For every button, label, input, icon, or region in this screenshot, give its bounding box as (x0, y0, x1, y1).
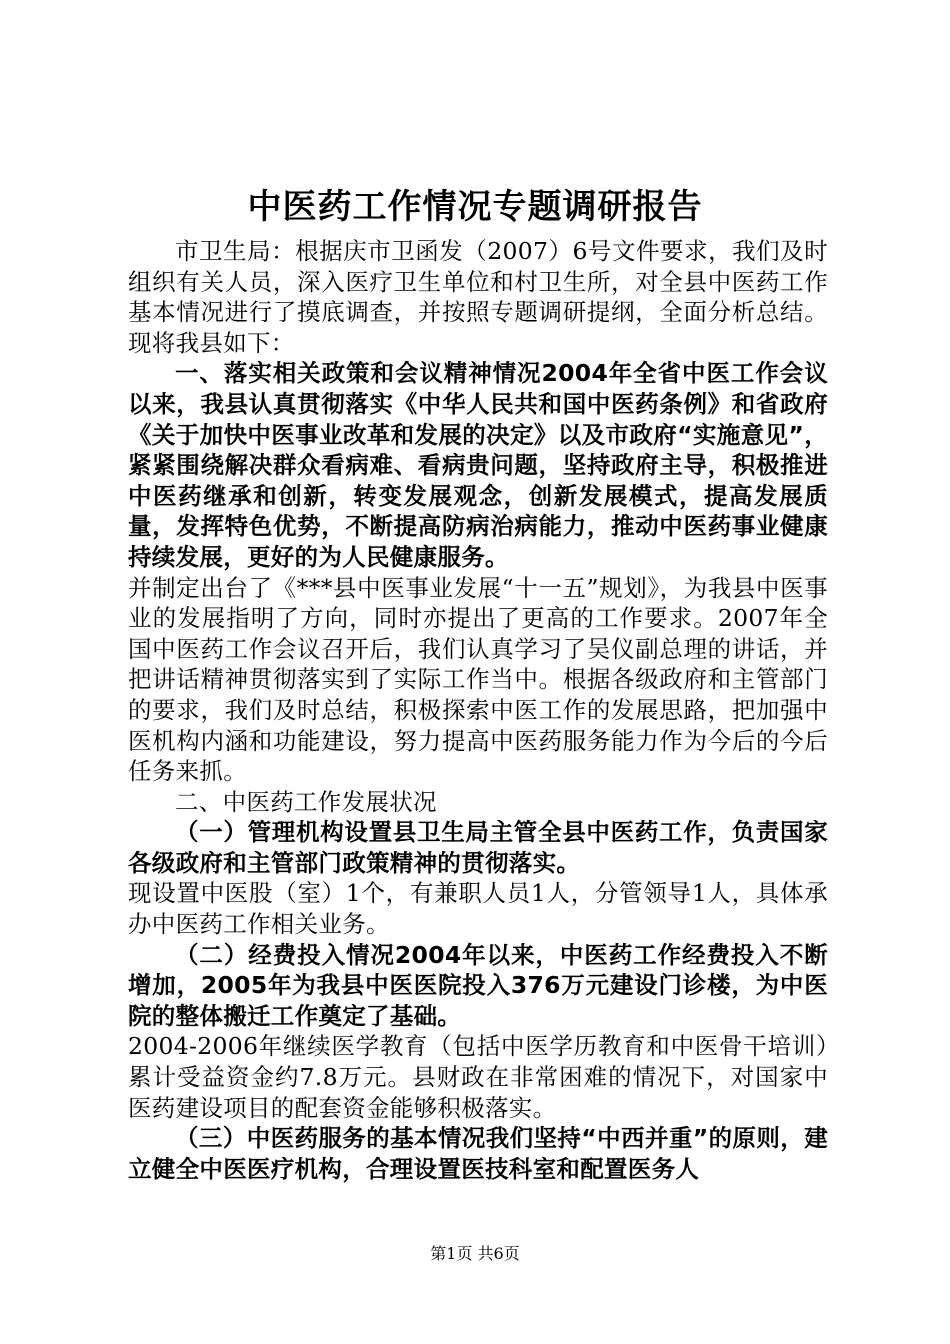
document-title: 中医药工作情况专题调研报告 (247, 187, 703, 227)
document-body (128, 236, 828, 1184)
paragraph-section-1-continued: 并制定出台了《***县中医事业发展“十一五”规划》，为我县中医事业的发展指明了方向，同时亦提出了更高的工作要求。2007年全国中医药工作会议召开后，我们认真学习了吴仪副总理的讲话，并把讲话精神贯彻落实到了实际工作当中。根据各级政府和主管部门的要求，我们及时总结，积极探索中医工作的发展思路，把加强中医机构内涵和功能建设，努力提高中医药服务能力作为今后的今后任务来抓。 (128, 573, 828, 786)
paragraph-subsection-1-continued: 现设置中医股（室）1个，有兼职人员1人，分管领导1人，具体承办中医药工作相关业务。 (128, 879, 828, 939)
section-heading-2: 二、中医药工作发展状况 (175, 787, 437, 816)
paragraph-subsection-3: （三）中医药服务的基本情况我们坚持“中西并重”的原则，建立健全中医医疗机构，合理设置医技科室和配置医务人 (128, 1124, 828, 1183)
paragraph-salutation: 市卫生局：根据庆市卫函发（2007）6号文件要求，我们及时组织有关人员，深入医疗卫生单位和村卫生所，对全县中医药工作基本情况进行了摸底调查，并按照专题调研提纲，全面分析总结。现将我县如下： (128, 237, 828, 357)
paragraph-subsection-2-continued: 2004-2006年继续医学教育（包括中医学历教育和中医骨干培训）累计受益资金约7.8万元。县财政在非常困难的情况下，对国家中医药建设项目的配套资金能够积极落实。 (128, 1032, 828, 1122)
paragraph-subsection-1: （一）管理机构设置县卫生局主管全县中医药工作，负责国家各级政府和主管部门政策精神的贯彻落实。 (128, 818, 828, 877)
page-number-footer: 第1页 共6页 (430, 1244, 520, 1263)
paragraph-subsection-2: （二）经费投入情况2004年以来，中医药工作经费投入不断增加，2005年为我县中医医院投入376万元建设门诊楼，为中医院的整体搬迁工作奠定了基础。 (128, 940, 828, 1030)
paragraph-section-1: 一、落实相关政策和会议精神情况2004年全省中医工作会议以来，我县认真贯彻落实《中华人民共和国中医药条例》和省政府《关于加快中医事业改革和发展的决定》以及市政府“实施意见”，紧紧围绕解决群众看病难、看病贵问题，坚持政府主导，积极推进中医药继承和创新，转变发展观念，创新发展模式，提高发展质量，发挥特色优势，不断提高防病治病能力，推动中医药事业健康持续发展，更好的为人民健康服务。 (128, 359, 828, 571)
